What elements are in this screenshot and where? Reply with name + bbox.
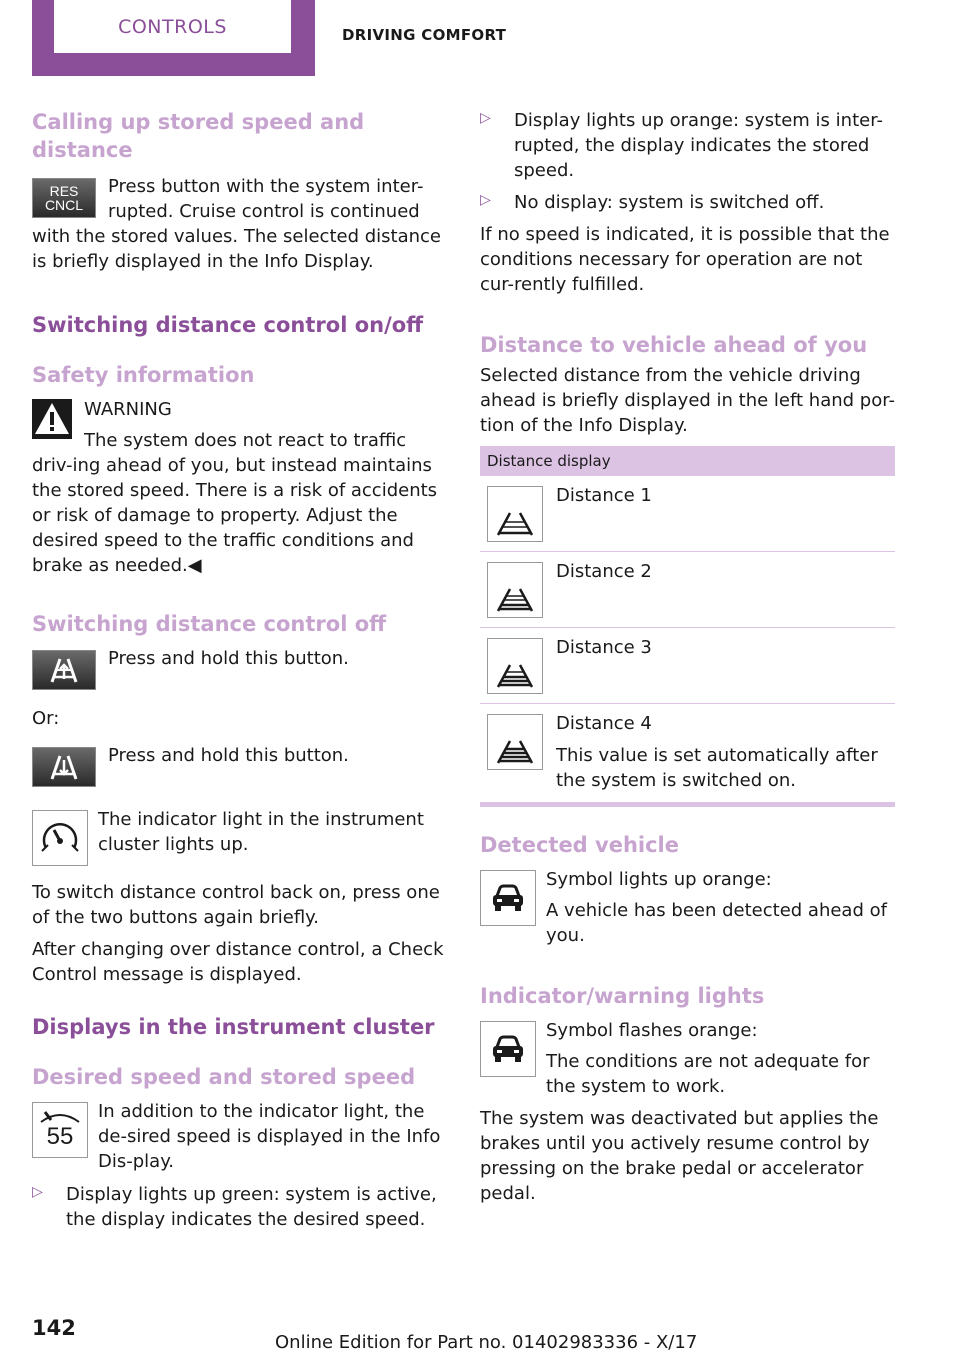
bullet-no-display-text: No display: system is switched off. [514, 192, 825, 213]
flash-line-2: The conditions are not adequate for the system to work. [546, 1051, 870, 1097]
table-row [480, 552, 895, 628]
bullet-triangle-icon: ▷ [480, 110, 491, 126]
heading-calling-up: Calling up stored speed and distance [32, 110, 365, 162]
switch-back-text: To switch distance control back on, press one of the two buttons again briefly. [32, 882, 440, 928]
tab-controls-label: CONTROLS [54, 0, 291, 53]
distance-ahead-text: Selected distance from the vehicle driving ahead is briefly displayed in the left hand por-tion of the Info Display. [480, 365, 895, 436]
tab-controls[interactable] [32, 0, 315, 76]
cruise-control-indicator-icon [32, 810, 88, 866]
distance-toggle-button-icon [32, 747, 96, 787]
heading-indicator-warning: Indicator/warning lights [480, 984, 765, 1008]
page-number: 142 [32, 1316, 76, 1340]
heading-distance-ahead: Distance to vehicle ahead of you [480, 333, 868, 357]
car-icon [480, 870, 536, 926]
tab-driving-comfort[interactable]: DRIVING COMFORT [342, 26, 507, 44]
press-hold-text-2: Press and hold this button. [108, 745, 349, 766]
distance-label: Distance 3 [556, 637, 652, 658]
left-column [32, 108, 452, 1232]
warning-label: WARNING [84, 399, 172, 420]
after-change-text: After changing over distance control, a Check Control message is displayed. [32, 939, 444, 985]
table-row [480, 704, 895, 807]
edition-text: Online Edition for Part no. 01402983336 - X/17 [275, 1332, 698, 1353]
heading-switching-on-off: Switching distance control on/off [32, 313, 424, 337]
flash-line-1: Symbol flashes orange: [546, 1020, 758, 1041]
warning-block [32, 397, 452, 578]
speed-value: 55 [46, 1123, 74, 1150]
heading-safety: Safety information [32, 363, 255, 387]
press-hold-text-1: Press and hold this button. [108, 648, 349, 669]
right-column [480, 108, 896, 1206]
distance-label: Distance 1 [556, 485, 652, 506]
bullet-triangle-icon: ▷ [480, 192, 491, 208]
distance-button-icon [32, 650, 96, 690]
heading-detected-vehicle: Detected vehicle [480, 833, 679, 857]
desired-speed-text: In addition to the indicator light, the de-sired speed is displayed in the Info Dis-play. [98, 1101, 441, 1172]
warning-text: The system does not react to traffic driv-ing ahead of you, but instead maintains the stored speed. There is a risk of accidents or risk of damage to property. Adjust the desired speed to the traffic conditions and brake as needed.◀ [32, 430, 438, 576]
deactivated-text: The system was deactivated but applies the brakes until you actively resume control by pressing on the brake pedal or accelerator pedal. [480, 1108, 879, 1204]
distance-label: Distance 2 [556, 561, 652, 582]
distance-3-icon [487, 638, 543, 694]
distance-table-header: Distance display [480, 446, 895, 476]
indicator-text: The indicator light in the instrument cluster lights up. [98, 809, 424, 855]
calling-up-text: Press button with the system inter-rupted. Cruise control is continued with the stored values. The selected distance is briefly displayed in the Info Display. [32, 176, 442, 272]
bullet-triangle-icon: ▷ [32, 1184, 43, 1200]
distance-note: This value is set automatically after the system is switched on. [556, 745, 878, 791]
detected-line-2: A vehicle has been detected ahead of you. [546, 900, 887, 946]
table-row [480, 628, 895, 704]
distance-4-icon [487, 714, 543, 770]
car-warning-icon [480, 1021, 536, 1077]
bullet-orange-text: Display lights up orange: system is inter-rupted, the display indicates the stored speed. [514, 110, 883, 181]
warning-triangle-icon [32, 399, 72, 439]
press-hold-block-1 [32, 646, 452, 690]
distance-1-icon [487, 486, 543, 542]
detected-block [480, 867, 896, 948]
table-row [480, 476, 895, 552]
desired-speed-block [32, 1099, 452, 1174]
distance-label: Distance 4 [556, 713, 652, 734]
distance-display-table [480, 446, 895, 807]
bullet-green [32, 1182, 452, 1232]
or-text: Or: [32, 708, 60, 729]
indicator-block [32, 807, 452, 866]
res-cncl-button-icon: RES CNCL [32, 178, 96, 218]
heading-displays: Displays in the instrument cluster [32, 1015, 435, 1039]
press-hold-block-2 [32, 743, 452, 787]
detected-line-1: Symbol lights up orange: [546, 869, 772, 890]
no-speed-text: If no speed is indicated, it is possible that the conditions necessary for operation are not cur-rently fulfilled. [480, 224, 890, 295]
heading-desired-speed: Desired speed and stored speed [32, 1065, 416, 1089]
bullet-green-text: Display lights up green: system is active, the display indicates the desired speed. [66, 1184, 437, 1230]
heading-switch-off: Switching distance control off [32, 612, 387, 636]
calling-up-block [32, 174, 452, 274]
flash-block [480, 1018, 896, 1099]
distance-2-icon [487, 562, 543, 618]
bullet-orange [480, 108, 896, 183]
speed-display-icon [32, 1102, 88, 1158]
bullet-no-display [480, 190, 896, 215]
